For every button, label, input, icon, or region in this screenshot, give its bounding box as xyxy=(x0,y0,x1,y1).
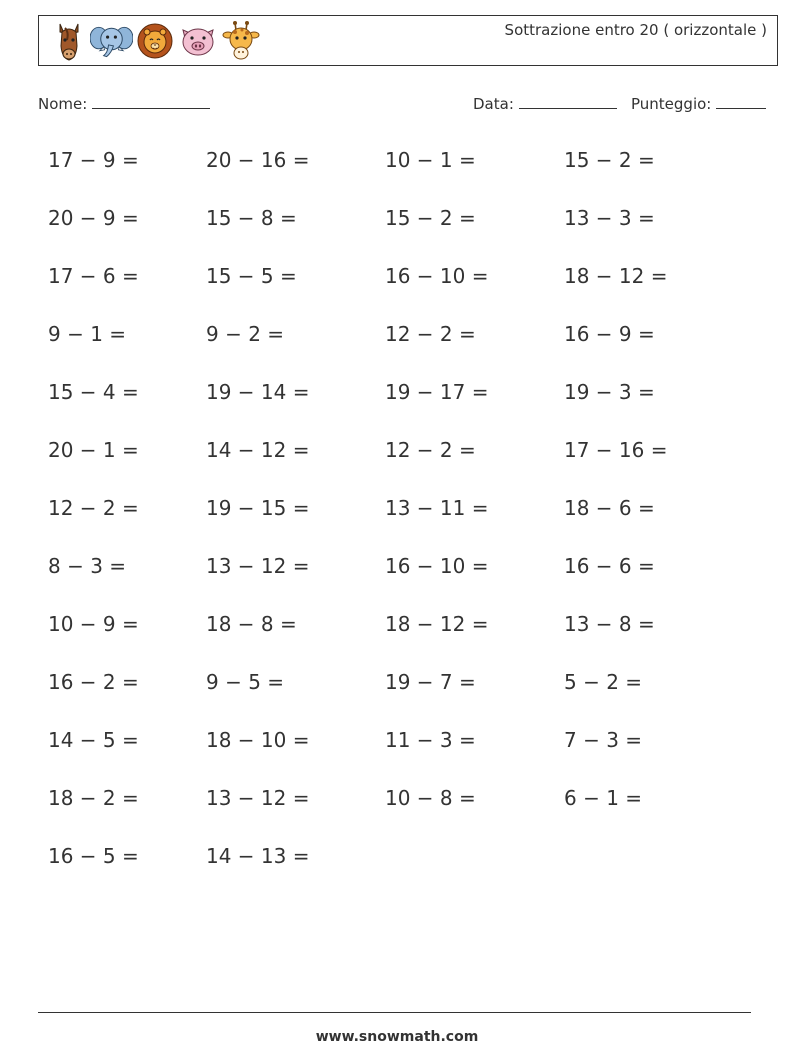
problem-row xyxy=(48,549,768,607)
problem: 11 − 3 = xyxy=(385,728,476,752)
problem-row xyxy=(48,433,768,491)
date-label: Data: xyxy=(473,95,514,113)
problem: 5 − 2 = xyxy=(564,670,643,694)
footer-divider xyxy=(38,1012,751,1013)
horse-icon xyxy=(47,18,90,64)
problem: 12 − 2 = xyxy=(385,438,476,462)
problem: 19 − 3 = xyxy=(564,380,655,404)
problem-row xyxy=(48,839,768,897)
problem-row xyxy=(48,491,768,549)
problem: 18 − 8 = xyxy=(206,612,297,636)
problem: 13 − 12 = xyxy=(206,786,310,810)
footer-url: www.snowmath.com xyxy=(315,1029,479,1045)
header-box xyxy=(38,15,778,66)
problem: 16 − 10 = xyxy=(385,554,489,578)
problem: 17 − 9 = xyxy=(48,148,139,172)
animal-icons xyxy=(47,18,262,64)
problem: 7 − 3 = xyxy=(564,728,643,752)
problem: 17 − 6 = xyxy=(48,264,139,288)
problem: 20 − 16 = xyxy=(206,148,310,172)
problem: 13 − 3 = xyxy=(564,206,655,230)
pig-icon xyxy=(176,18,219,64)
worksheet-title: Sottrazione entro 20 ( orizzontale ) xyxy=(504,21,767,39)
problem: 13 − 12 = xyxy=(206,554,310,578)
score-label: Punteggio: xyxy=(631,95,712,113)
problem: 14 − 13 = xyxy=(206,844,310,868)
problem: 18 − 12 = xyxy=(564,264,668,288)
lion-icon xyxy=(133,18,176,64)
problem-row xyxy=(48,723,768,781)
problem: 19 − 17 = xyxy=(385,380,489,404)
problem: 18 − 2 = xyxy=(48,786,139,810)
problem: 13 − 11 = xyxy=(385,496,489,520)
name-field xyxy=(38,94,210,113)
name-blank xyxy=(92,94,210,109)
problem: 15 − 2 = xyxy=(564,148,655,172)
problem: 15 − 2 = xyxy=(385,206,476,230)
problem: 10 − 1 = xyxy=(385,148,476,172)
problem: 9 − 5 = xyxy=(206,670,285,694)
problem: 10 − 8 = xyxy=(385,786,476,810)
problem: 15 − 4 = xyxy=(48,380,139,404)
score-field xyxy=(631,94,766,113)
problem: 19 − 14 = xyxy=(206,380,310,404)
problem: 18 − 6 = xyxy=(564,496,655,520)
problem-row xyxy=(48,143,768,201)
problem: 17 − 16 = xyxy=(564,438,668,462)
problem: 19 − 7 = xyxy=(385,670,476,694)
problem: 19 − 15 = xyxy=(206,496,310,520)
problem: 14 − 5 = xyxy=(48,728,139,752)
problem-row xyxy=(48,201,768,259)
problem: 18 − 12 = xyxy=(385,612,489,636)
problem: 6 − 1 = xyxy=(564,786,643,810)
problem-row xyxy=(48,375,768,433)
problem: 16 − 6 = xyxy=(564,554,655,578)
problem-row xyxy=(48,665,768,723)
problem-row xyxy=(48,259,768,317)
problem: 18 − 10 = xyxy=(206,728,310,752)
problem: 16 − 9 = xyxy=(564,322,655,346)
problem: 16 − 5 = xyxy=(48,844,139,868)
elephant-icon xyxy=(90,18,133,64)
problem-grid xyxy=(48,143,768,897)
problem: 12 − 2 = xyxy=(385,322,476,346)
problem: 16 − 10 = xyxy=(385,264,489,288)
score-blank xyxy=(716,94,766,109)
problem: 14 − 12 = xyxy=(206,438,310,462)
problem: 15 − 8 = xyxy=(206,206,297,230)
problem: 20 − 9 = xyxy=(48,206,139,230)
problem-row xyxy=(48,781,768,839)
problem: 15 − 5 = xyxy=(206,264,297,288)
problem-row xyxy=(48,607,768,665)
problem-row xyxy=(48,317,768,375)
problem: 20 − 1 = xyxy=(48,438,139,462)
problem: 16 − 2 = xyxy=(48,670,139,694)
problem: 13 − 8 = xyxy=(564,612,655,636)
problem: 12 − 2 = xyxy=(48,496,139,520)
problem: 9 − 1 = xyxy=(48,322,127,346)
giraffe-icon xyxy=(219,18,262,64)
problem: 10 − 9 = xyxy=(48,612,139,636)
problem: 8 − 3 = xyxy=(48,554,127,578)
date-field xyxy=(473,94,617,113)
name-label: Nome: xyxy=(38,95,88,113)
problem: 9 − 2 = xyxy=(206,322,285,346)
date-blank xyxy=(519,94,617,109)
